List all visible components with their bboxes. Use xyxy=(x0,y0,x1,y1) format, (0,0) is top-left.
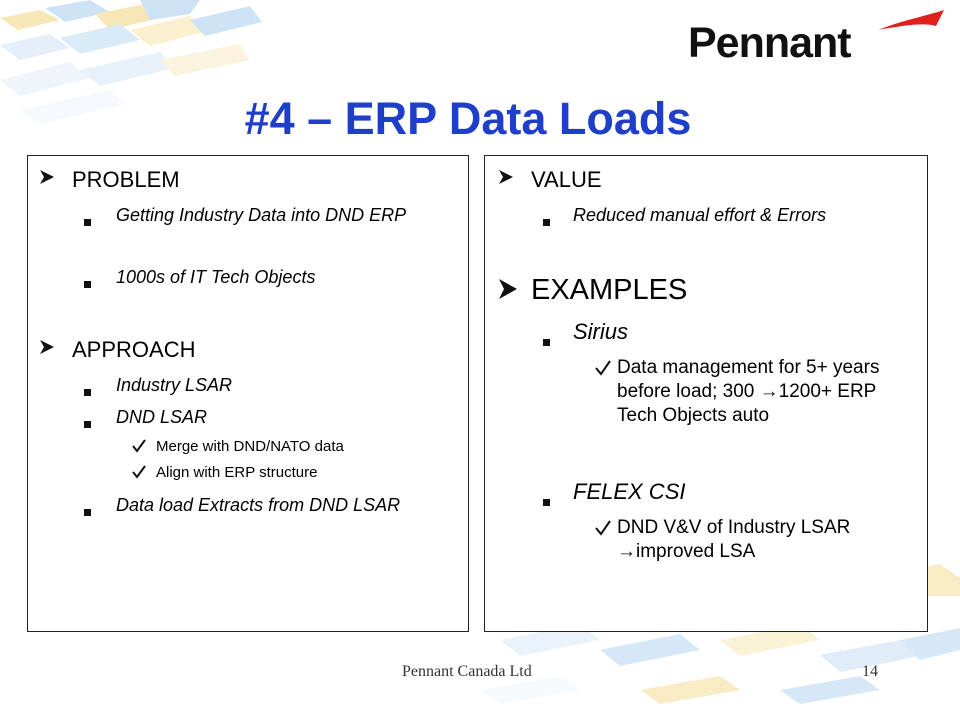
problem-heading: PROBLEM xyxy=(72,167,180,192)
approach-item-text: DND LSAR xyxy=(116,407,208,427)
example-detail xyxy=(595,356,913,427)
example-detail-text: Data management for 5+ years before load; 300 →1200+ ERP Tech Objects auto xyxy=(617,357,880,426)
arrowhead-bullet-icon xyxy=(497,166,515,195)
approach-item xyxy=(86,406,456,429)
problem-item xyxy=(86,204,456,227)
value-heading: VALUE xyxy=(531,167,602,192)
problem-heading-item xyxy=(38,166,180,194)
approach-heading: APPROACH xyxy=(72,337,196,362)
example-item-text: Sirius xyxy=(573,319,629,344)
footer-company: Pennant Canada Ltd xyxy=(402,663,532,680)
right-arrow-icon: → xyxy=(617,540,636,562)
slide-title: #4 – ERP Data Loads xyxy=(244,93,692,144)
approach-item xyxy=(86,374,456,397)
problem-item xyxy=(86,266,456,289)
approach-item xyxy=(86,494,456,517)
checkmark-icon xyxy=(595,519,611,543)
pennant-logo xyxy=(688,8,946,68)
approach-sub-item xyxy=(132,464,452,483)
square-bullet-icon xyxy=(84,272,92,295)
checkmark-icon xyxy=(132,439,146,459)
square-bullet-icon xyxy=(543,486,551,514)
square-bullet-icon xyxy=(84,500,92,523)
example-item xyxy=(545,318,925,346)
approach-item-text: Industry LSAR xyxy=(116,375,233,395)
example-detail-text: DND V&V of Industry LSAR →improved LSA xyxy=(617,517,851,562)
arrowhead-bullet-icon xyxy=(497,275,519,312)
right-content-box xyxy=(484,155,928,632)
arrowhead-bullet-icon xyxy=(38,166,56,195)
left-content-box xyxy=(27,155,469,632)
problem-item-text: Getting Industry Data into DND ERP xyxy=(116,205,407,225)
logo-text: Pennant xyxy=(688,19,851,67)
value-heading-item xyxy=(497,166,602,194)
approach-sub-item xyxy=(132,438,452,457)
examples-heading: EXAMPLES xyxy=(531,274,688,306)
examples-heading-item xyxy=(497,272,687,308)
value-item-text: Reduced manual effort & Errors xyxy=(573,205,827,225)
page-number: 14 xyxy=(862,663,878,680)
square-bullet-icon xyxy=(84,380,92,403)
problem-item-text: 1000s of IT Tech Objects xyxy=(116,267,316,287)
square-bullet-icon xyxy=(84,412,92,435)
example-item xyxy=(545,478,925,506)
square-bullet-icon xyxy=(543,326,551,354)
example-detail xyxy=(595,516,913,564)
checkmark-icon xyxy=(595,359,611,383)
approach-item-text: Data load Extracts from DND LSAR xyxy=(116,495,401,515)
example-item-text: FELEX CSI xyxy=(573,479,686,504)
approach-sub-item-text: Merge with DND/NATO data xyxy=(156,438,344,455)
square-bullet-icon xyxy=(543,210,551,233)
value-item xyxy=(545,204,925,227)
arrowhead-bullet-icon xyxy=(38,336,56,365)
square-bullet-icon xyxy=(84,210,92,233)
approach-heading-item xyxy=(38,336,195,364)
checkmark-icon xyxy=(132,465,146,485)
right-arrow-icon: → xyxy=(759,380,779,402)
approach-sub-item-text: Align with ERP structure xyxy=(156,464,318,481)
